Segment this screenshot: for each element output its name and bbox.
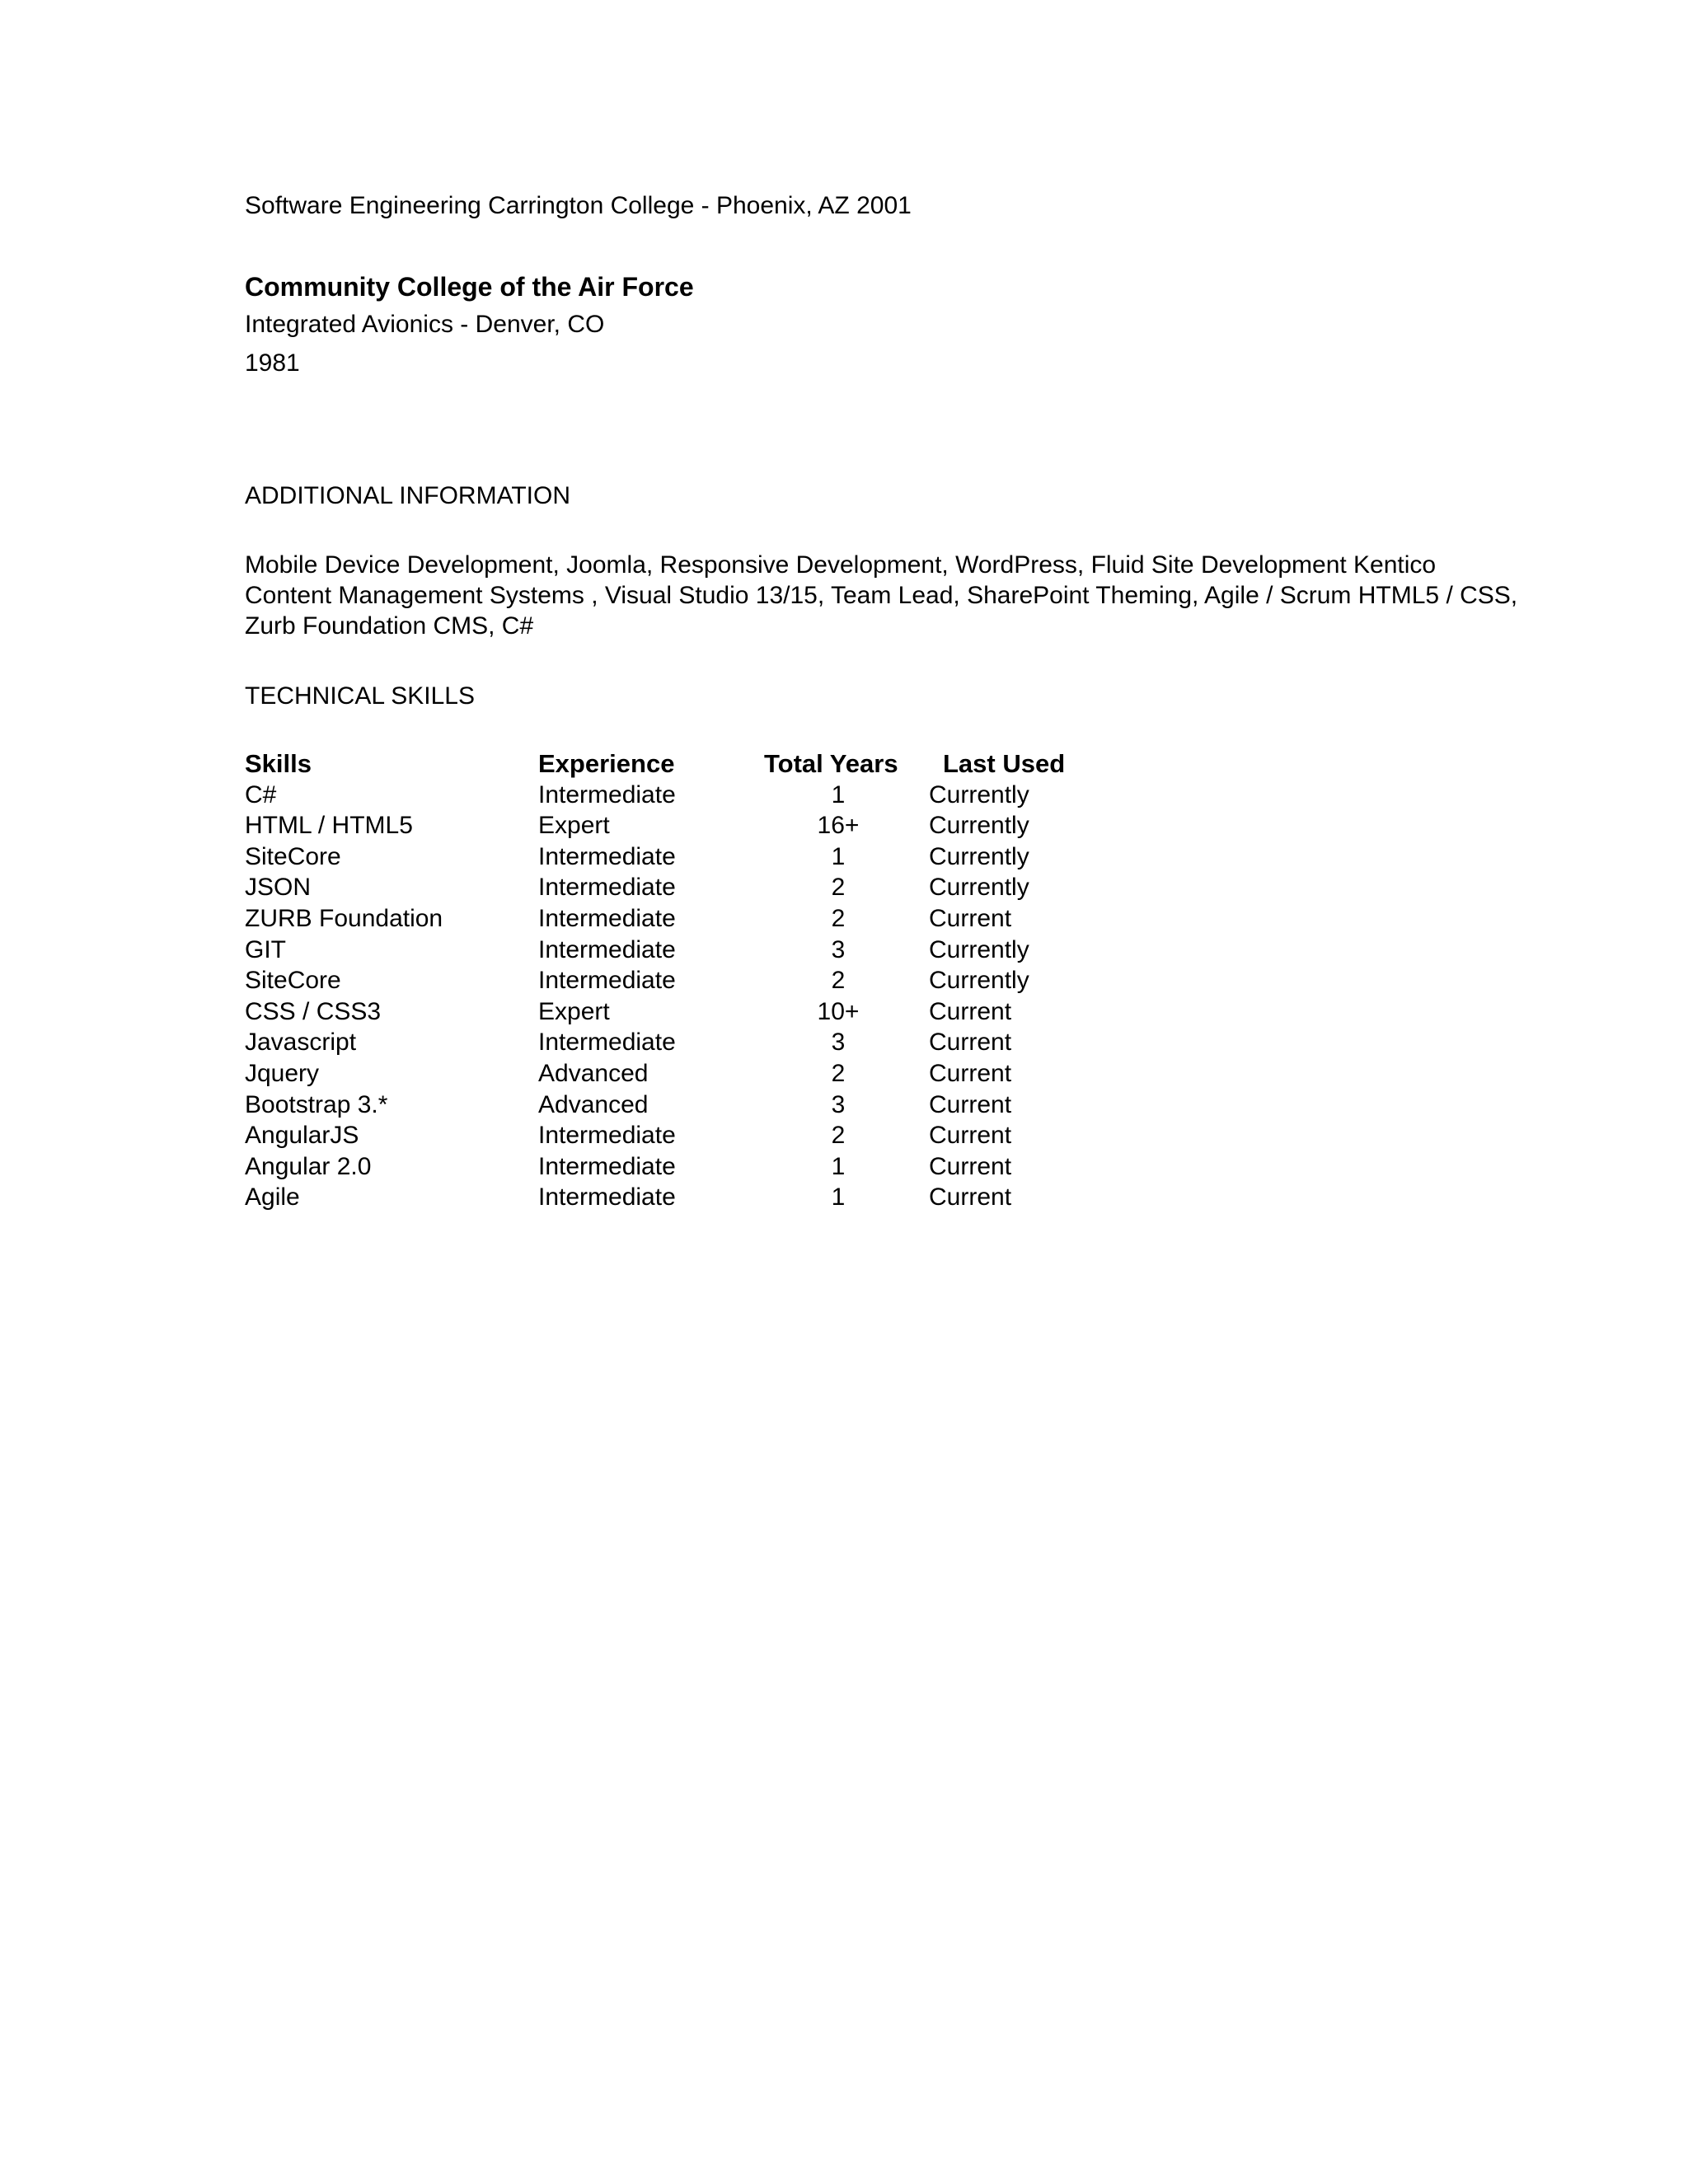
- skill-cell: GIT: [245, 935, 286, 963]
- skill-cell: ZURB Foundation: [245, 904, 443, 932]
- skills-table-header: [245, 748, 1151, 780]
- additional-info-line: Content Management Systems , Visual Studio 13/15, Team Lead, SharePoint Theming, Agile / Scrum HTML5 / CSS,: [245, 582, 1518, 609]
- total-years-cell: 2: [831, 1059, 846, 1087]
- experience-cell: Intermediate: [538, 1152, 676, 1180]
- last-used-cell: Current: [929, 997, 1012, 1025]
- column-header-experience: Experience: [538, 749, 675, 778]
- last-used-cell: Currently: [929, 935, 1029, 963]
- table-row: [245, 810, 1151, 841]
- total-years-cell: 1: [831, 842, 846, 870]
- skill-cell: Agile: [245, 1183, 300, 1212]
- total-years-cell: 3: [831, 935, 846, 963]
- table-row: [245, 935, 1151, 966]
- skills-table: [245, 748, 1151, 1213]
- table-row: [245, 996, 1151, 1028]
- skill-cell: Javascript: [245, 1029, 357, 1057]
- school-name: Community College of the Air Force: [245, 272, 694, 302]
- additional-info-line: Mobile Device Development, Joomla, Responsive Development, WordPress, Fluid Site Development Kentico: [245, 551, 1437, 579]
- total-years-cell: 2: [831, 904, 846, 932]
- experience-cell: Intermediate: [538, 1183, 676, 1212]
- table-row: [245, 1027, 1151, 1058]
- table-row: [245, 903, 1151, 935]
- last-used-cell: Current: [929, 1090, 1012, 1118]
- skill-cell: Bootstrap 3.*: [245, 1090, 388, 1118]
- skill-cell: SiteCore: [245, 842, 341, 870]
- total-years-cell: 16+: [817, 812, 860, 840]
- table-row: [245, 1058, 1151, 1090]
- last-used-cell: Current: [929, 1183, 1012, 1212]
- column-header-total-years: Total Years: [764, 749, 898, 778]
- education-line-carrington: Software Engineering Carrington College - Phoenix, AZ 2001: [245, 192, 912, 219]
- column-header-skills: Skills: [245, 749, 312, 778]
- last-used-cell: Current: [929, 1029, 1012, 1057]
- total-years-cell: 2: [831, 967, 846, 995]
- table-row: [245, 780, 1151, 811]
- last-used-cell: Currently: [929, 812, 1029, 840]
- last-used-cell: Current: [929, 904, 1012, 932]
- experience-cell: Advanced: [538, 1090, 649, 1118]
- experience-cell: Intermediate: [538, 842, 676, 870]
- school-program: Integrated Avionics - Denver, CO: [245, 311, 605, 338]
- total-years-cell: 2: [831, 1122, 846, 1150]
- total-years-cell: 2: [831, 874, 846, 902]
- skill-cell: CSS / CSS3: [245, 997, 382, 1025]
- experience-cell: Expert: [538, 997, 610, 1025]
- experience-cell: Expert: [538, 812, 610, 840]
- last-used-cell: Currently: [929, 842, 1029, 870]
- experience-cell: Intermediate: [538, 935, 676, 963]
- total-years-cell: 1: [831, 780, 846, 808]
- last-used-cell: Current: [929, 1122, 1012, 1150]
- table-row: [245, 1151, 1151, 1183]
- table-row: [245, 841, 1151, 873]
- last-used-cell: Currently: [929, 780, 1029, 808]
- last-used-cell: Currently: [929, 967, 1029, 995]
- additional-info-heading: ADDITIONAL INFORMATION: [245, 482, 571, 509]
- experience-cell: Advanced: [538, 1059, 649, 1087]
- skill-cell: Angular 2.0: [245, 1152, 372, 1180]
- experience-cell: Intermediate: [538, 967, 676, 995]
- table-row: [245, 1090, 1151, 1121]
- technical-skills-heading: TECHNICAL SKILLS: [245, 682, 475, 710]
- table-row: [245, 872, 1151, 903]
- last-used-cell: Current: [929, 1059, 1012, 1087]
- table-row: [245, 1120, 1151, 1151]
- skills-table-body: [245, 780, 1151, 1213]
- total-years-cell: 1: [831, 1152, 846, 1180]
- skill-cell: JSON: [245, 874, 312, 902]
- additional-info-line: Zurb Foundation CMS, C#: [245, 612, 534, 640]
- experience-cell: Intermediate: [538, 780, 676, 808]
- skill-cell: AngularJS: [245, 1122, 359, 1150]
- school-year: 1981: [245, 349, 300, 377]
- total-years-cell: 3: [831, 1029, 846, 1057]
- table-row: [245, 1182, 1151, 1213]
- skill-cell: HTML / HTML5: [245, 812, 413, 840]
- last-used-cell: Current: [929, 1152, 1012, 1180]
- experience-cell: Intermediate: [538, 1122, 676, 1150]
- additional-info-text: [245, 550, 1531, 641]
- total-years-cell: 3: [831, 1090, 846, 1118]
- skill-cell: Jquery: [245, 1059, 320, 1087]
- last-used-cell: Currently: [929, 874, 1029, 902]
- experience-cell: Intermediate: [538, 904, 676, 932]
- table-row: [245, 965, 1151, 996]
- experience-cell: Intermediate: [538, 874, 676, 902]
- skill-cell: SiteCore: [245, 967, 341, 995]
- total-years-cell: 1: [831, 1183, 846, 1212]
- column-header-last-used: Last Used: [943, 749, 1066, 778]
- total-years-cell: 10+: [817, 997, 860, 1025]
- skill-cell: C#: [245, 780, 277, 808]
- experience-cell: Intermediate: [538, 1029, 676, 1057]
